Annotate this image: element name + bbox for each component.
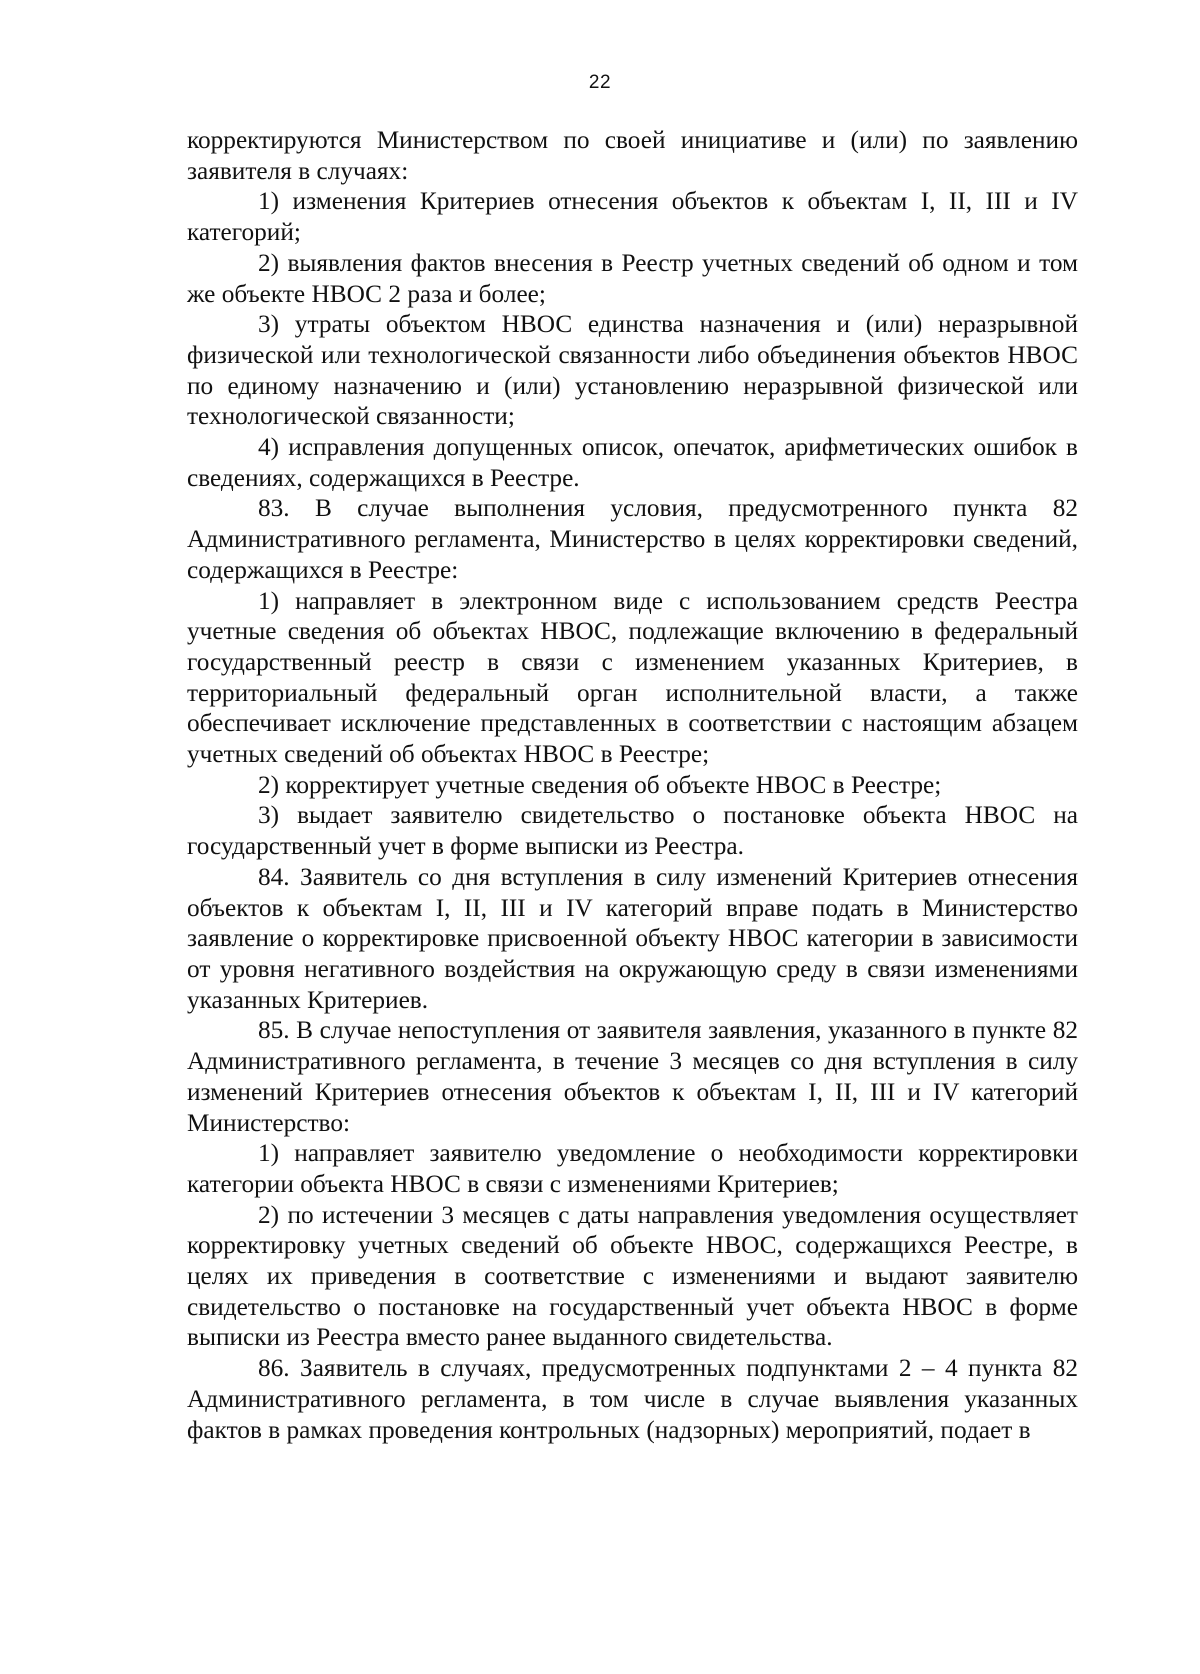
- paragraph-list-item: 1) изменения Критериев отнесения объектов к объектам I, II, III и IV категорий;: [187, 187, 1078, 247]
- paragraph-clause-83: 83. В случае выполнения условия, предусмотренного пункта 82 Административного регламента, Министерство в целях корректировки сведений, содержащихся в Реестре:: [187, 494, 1078, 584]
- paragraph-list-item: 4) исправления допущенных описок, опечаток, арифметических ошибок в сведениях, содержащихся в Реестре.: [187, 433, 1078, 492]
- paragraph-list-item: 1) направляет заявителю уведомление о необходимости корректировки категории объекта НВОС в связи с изменениями Критериев;: [187, 1139, 1078, 1198]
- paragraph-list-item: 2) по истечении 3 месяцев с даты направления уведомления осуществляет корректировку учетных сведений об объекте НВОС, содержащихся Реестре, в целях их приведения в соответствие с изменениями и выдают заявителю свидетельство о постановке на государственный учет объекта НВОС в форме выписки из Реестра вместо ранее выданного свидетельства.: [187, 1200, 1078, 1352]
- paragraph-clause-85: 85. В случае непоступления от заявителя заявления, указанного в пункте 82 Административного регламента, в течение 3 месяцев со дня вступления в силу изменений Критериев отнесения объектов к объектам I, II, III и IV категорий Министерство:: [187, 1016, 1078, 1137]
- paragraph-clause-86: 86. Заявитель в случаях, предусмотренных подпунктами 2 – 4 пункта 82 Административного регламента, в том числе в случае выявления указанных фактов в рамках проведения контрольных (надзорных) мероприятий, подает в: [187, 1354, 1078, 1444]
- paragraph-list-item: 3) выдает заявителю свидетельство о постановке объекта НВОС на государственный учет в форме выписки из Реестра.: [187, 801, 1078, 861]
- paragraph-list-item: 3) утраты объектом НВОС единства назначения и (или) неразрывной физической или технологической связанности либо объединения объектов НВОС по единому назначению и (или) установлению неразрывной физической или технологической связанности;: [187, 310, 1078, 431]
- paragraph-intro: корректируются Министерством по своей инициативе и (или) по заявлению заявителя в случаях:: [187, 126, 1078, 185]
- paragraph-list-item: 1) направляет в электронном виде с использованием средств Реестра учетные сведения об объектах НВОС, подлежащие включению в федеральный государственный реестр в связи с изменением указанных Критериев, в территориальный федеральный орган исполнительной власти, а также обеспечивает исключение представленных в соответствии с настоящим абзацем учетных сведений об объектах НВОС в Реестре;: [187, 586, 1078, 769]
- document-body: [187, 125, 1078, 1445]
- page-number: 22: [588, 72, 612, 93]
- paragraph-clause-84: 84. Заявитель со дня вступления в силу изменений Критериев отнесения объектов к объектам I, II, III и IV категорий вправе подать в Министерство заявление о корректировке присвоенной объекту НВОС категории в зависимости от уровня негативного воздействия на окружающую среду в связи изменениями указанных Критериев.: [187, 862, 1078, 1014]
- paragraph-list-item: 2) выявления фактов внесения в Реестр учетных сведений об одном и том же объекте НВОС 2 раза и более;: [187, 248, 1078, 308]
- paragraph-list-item: 2) корректирует учетные сведения об объекте НВОС в Реестре;: [258, 770, 942, 799]
